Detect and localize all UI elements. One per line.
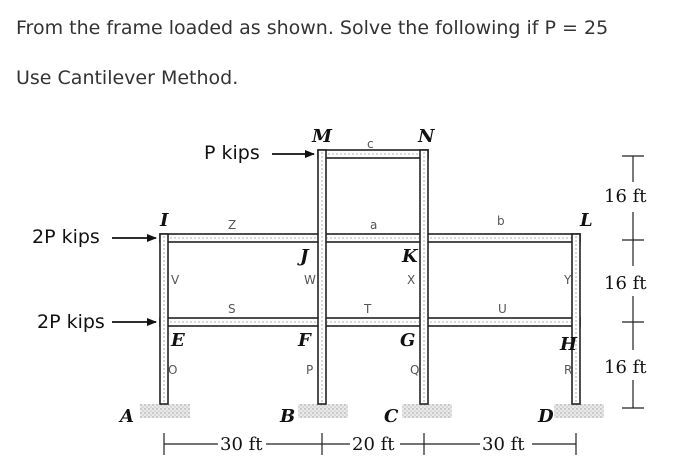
member-label-u: U	[498, 302, 507, 316]
member-label-x: X	[407, 273, 416, 287]
dimension-w2: 20 ft	[352, 434, 395, 455]
dimension-w3: 30 ft	[482, 434, 525, 455]
member-label-s: S	[228, 302, 236, 316]
support-b	[298, 404, 348, 418]
column-d-l	[572, 234, 580, 404]
member-label-c: c	[367, 137, 374, 151]
joint-label-d: D	[538, 406, 554, 427]
joint-label-j: J	[300, 246, 309, 267]
member-label-w: W	[304, 273, 316, 287]
member-label-p: P	[306, 363, 314, 377]
joint-label-k: K	[402, 246, 418, 267]
member-label-a: a	[370, 218, 378, 232]
question-line-1: From the frame loaded as shown. Solve the following if P = 25	[16, 17, 609, 39]
column-a-i	[160, 234, 168, 404]
joint-label-h: H	[560, 334, 578, 355]
dimension-h2: 16 ft	[604, 273, 647, 294]
joint-label-b: B	[280, 406, 296, 427]
joint-label-c: C	[384, 406, 399, 427]
load-label-p: P kips	[204, 142, 260, 164]
dimension-h1: 16 ft	[604, 186, 647, 207]
joint-label-f: F	[298, 330, 311, 351]
dimension-w1: 30 ft	[220, 434, 263, 455]
load-label-2p-lower: 2P kips	[37, 311, 105, 333]
load-label-2p-upper: 2P kips	[32, 226, 100, 248]
joint-label-i: I	[160, 210, 169, 231]
member-label-r: R	[564, 363, 573, 377]
member-label-t: T	[364, 302, 372, 316]
dimension-h3: 16 ft	[604, 357, 647, 378]
member-label-y: Y	[564, 273, 572, 287]
member-label-b: b	[497, 214, 505, 228]
joint-label-n: N	[418, 126, 435, 147]
support-d	[554, 404, 604, 418]
member-label-o: O	[168, 363, 178, 377]
question-line-2: Use Cantilever Method.	[16, 67, 239, 89]
support-c	[402, 404, 452, 418]
joint-label-e: E	[171, 330, 185, 351]
joint-label-m: M	[312, 126, 332, 147]
member-label-v: V	[171, 273, 180, 287]
joint-label-a: A	[120, 406, 134, 427]
joint-label-g: G	[400, 330, 416, 351]
joint-label-l: L	[580, 210, 593, 231]
support-a	[140, 404, 190, 418]
member-label-z: Z	[228, 218, 237, 232]
member-label-q: Q	[410, 363, 420, 377]
